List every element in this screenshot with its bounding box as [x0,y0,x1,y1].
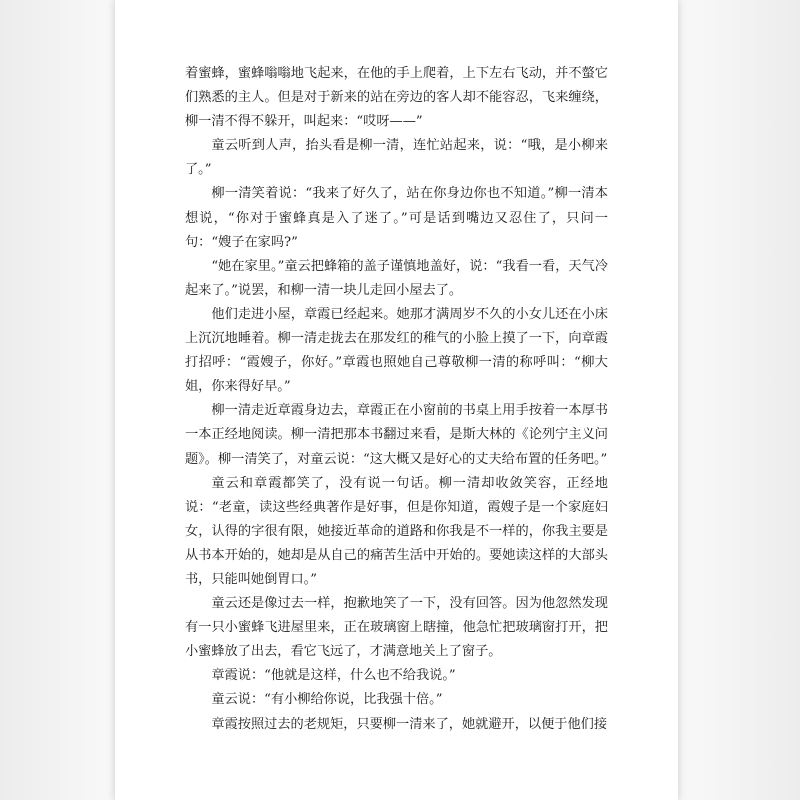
paragraph: 童云听到人声，抬头看是柳一清，连忙站起来，说：“哦，是小柳来了。” [185,138,608,178]
paragraph: 章霞说：“他就是这样，什么也不给我说。” [211,668,456,684]
paragraph: 柳一清笑着说：“我来了好久了，站在你身边你也不知道。”柳一清本想说，“你对于蜜蜂真是入了迷了。”可是话到嘴边又忍住了，只问一句：“嫂子在家吗?” [185,186,608,250]
paragraph: 童云和章霞都笑了，没有说一句话。柳一清却收敛笑容，正经地说：“老童，读这些经典著作是好事，但是你知道，霞嫂子是一个家庭妇女，认得的字很有限，她接近革命的道路和你我是不一样的，你我主要是从书本开始的，她却是从自己的痛苦生活中开始的。要她读这样的大部头书，只能叫她倒胃口。” [185,475,608,587]
paragraph-continued: 着蜜蜂，蜜蜂嗡嗡地飞起来，在他的手上爬着，上下左右飞动，并不螫它们熟悉的主人。但是对于新来的站在旁边的客人却不能容忍，飞来缠绕，柳一清不得不躲开，叫起来：“哎呀——” [185,66,608,130]
paragraph: 童云还是像过去一样，抱歉地笑了一下，没有回答。因为他忽然发现有一只小蜜蜂飞进屋里来，正在玻璃窗上瞎撞，他急忙把玻璃窗打开，把小蜜蜂放了出去，看它飞远了，才满意地关上了窗子。 [185,596,608,660]
paragraph: 他们走进小屋，章霞已经起来。她那才满周岁不久的小女儿还在小床上沉沉地睡着。柳一清走拢去在那发红的稚气的小脸上摸了一下，向章霞打招呼：“霞嫂子，你好。”章霞也照她自己尊敬柳一清的称呼叫：“柳大姐，你来得好早。” [185,306,608,395]
page-body-text [185,62,608,737]
paragraph: 柳一清走近章霞身边去，章霞正在小窗前的书桌上用手按着一本厚书一本正经地阅读。柳一清把那本书翻过来看，是斯大林的《论列宁主义问题》。柳一清笑了，对童云说：“这大概又是好心的丈夫给布置的任务吧。” [185,403,608,467]
book-page [115,0,678,800]
paragraph: “她在家里。”童云把蜂箱的盖子谨慎地盖好，说：“我看一看，天气冷起来了。”说罢，和柳一清一块儿走回小屋去了。 [185,258,608,298]
paragraph: 章霞按照过去的老规矩，只要柳一清来了，她就避开，以便于他们接 [211,716,608,732]
paragraph: 童云说：“有小柳给你说，比我强十倍。” [211,692,443,708]
